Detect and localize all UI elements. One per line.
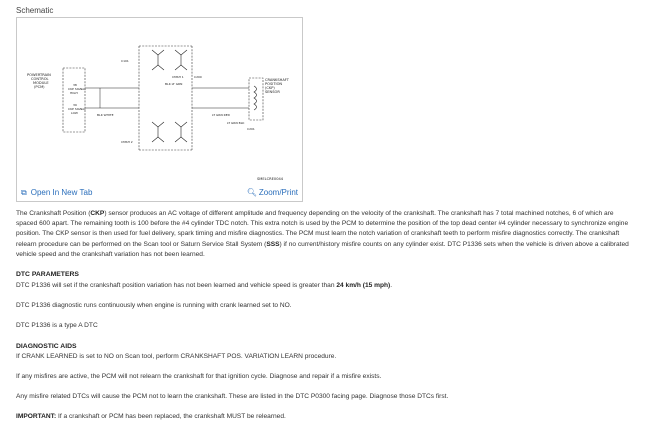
bottom-arrow-group bbox=[152, 122, 187, 142]
dtc-parameter-2: DTC P1336 diagnostic runs continuously when engine is running with crank learned set to NO. bbox=[16, 302, 292, 309]
ckp-label-1: CRANKSHAFT bbox=[265, 78, 290, 82]
description-text-3: ) if no current/history misfire counts on any cylinder exist. DTC P1336 sets when the vehicle is driven above a calibrated vehicle speed and the crankshaft variation has not been learned. bbox=[16, 240, 629, 258]
splice-cmsh-1: CMSH 1 bbox=[172, 75, 184, 79]
description-text-2: ) sensor produces an AC voltage of different amplitude and frequency depending on the velocity of the crankshaft. The crankshaft has 7 total machined notches, 6 of which are spaced 600 apart. The remaining tooth is 100 before the #4 cylinder TDC notch. This extra notch is used by the PCM to determine the position of the top dead center #4 cylinder necessary to synchronize engine position. The CKP sensor is then used for fuel delivery, spark timing and misfire diagnostics. The PCM must learn the notch variation of crankshaft teeth to perform misfire diagnostics correctly. The crankshaft relearn procedure can be performed on the Scan tool or Saturn Service Stall System ( bbox=[16, 210, 629, 248]
dtc-parameter-1 bbox=[16, 282, 636, 289]
splice-cmsh-2: CMSH 2 bbox=[121, 140, 133, 144]
top-arrow-group bbox=[152, 50, 187, 70]
ckp-label-3: (CKP) bbox=[265, 86, 275, 90]
pcm-pin-2: 39 bbox=[73, 103, 77, 107]
ckp-sensor-box bbox=[249, 78, 263, 120]
important-text: If a crankshaft or PCM has been replaced, the crankshaft MUST be relearned. bbox=[56, 413, 286, 420]
diagram-id: SMELCRE0044 bbox=[257, 177, 284, 181]
pcm-label-4: (PCM) bbox=[34, 85, 45, 89]
description-ckp: CKP bbox=[90, 210, 105, 217]
zoom-print-label: Zoom/Print bbox=[258, 188, 298, 197]
pcm-pin-1: 38 bbox=[73, 83, 77, 87]
diagnostic-aids-heading: DIAGNOSTIC AIDS bbox=[16, 343, 77, 350]
dtc-parameter-1-text: DTC P1336 will set if the crankshaft position variation has not been learned and vehicle speed is greater than bbox=[16, 282, 337, 289]
magnifier-icon: 🔍︎ bbox=[246, 187, 257, 197]
important-label: IMPORTANT: bbox=[16, 413, 57, 420]
description-sss: SSS bbox=[266, 240, 280, 248]
ckp-coil-icon bbox=[254, 86, 257, 110]
dtc-parameter-1-speed: 24 km/h (15 mph) bbox=[336, 282, 391, 289]
connector-c101: C101 bbox=[121, 59, 129, 63]
open-new-tab-link[interactable] bbox=[21, 188, 92, 197]
diagnostic-aid-1: If CRANK LEARNED is set to NO on Scan tool, perform CRANKSHAFT POS. VARIATION LEARN procedure. bbox=[16, 353, 337, 360]
external-window-icon: ⧉ bbox=[21, 187, 27, 197]
ckp-label-4: SENSOR bbox=[265, 90, 280, 94]
schematic-panel bbox=[16, 17, 303, 202]
dtc-parameters-heading: DTC PARAMETERS bbox=[16, 271, 79, 278]
pcm-pin-1-extra: HIGH bbox=[70, 91, 78, 95]
pcm-label-3: MODULE bbox=[33, 81, 49, 85]
connector-c200: C200 bbox=[194, 75, 202, 79]
zoom-print-link[interactable] bbox=[247, 188, 298, 197]
pcm-pin-2-name: CKP SIGNAL bbox=[68, 107, 86, 111]
wire-label-3: LT GRN RED bbox=[212, 113, 230, 117]
pcm-pin-1-name: CKP SIGNAL bbox=[68, 87, 86, 91]
pcm-label-1: POWERTRAIN bbox=[27, 73, 51, 77]
section-label: Schematic bbox=[16, 6, 54, 15]
wire-label-1: BLK WHITE bbox=[97, 113, 114, 117]
pcm-box bbox=[63, 68, 85, 132]
dtc-parameter-3: DTC P1336 is a type A DTC bbox=[16, 322, 98, 329]
dtc-parameter-1-end: . bbox=[390, 282, 393, 289]
wire-label-2: BLK LT GRN bbox=[165, 82, 183, 86]
pcm-label-2: CONTROL bbox=[31, 77, 49, 81]
description-text-1: The Crankshaft Position ( bbox=[16, 210, 91, 217]
schematic-links bbox=[17, 185, 302, 201]
open-new-tab-label: Open In New Tab bbox=[30, 188, 93, 197]
important-note bbox=[16, 413, 636, 420]
wire-label-4: LT GRN BLK bbox=[227, 121, 245, 125]
connector-c201: C201 bbox=[247, 127, 255, 131]
description-paragraph bbox=[16, 209, 636, 260]
pcm-pin-2-extra: LOW bbox=[71, 111, 78, 115]
ckp-label-2: POSITION bbox=[265, 82, 283, 86]
schematic-diagram[interactable] bbox=[17, 18, 302, 185]
diagnostic-aid-3: Any misfire related DTCs will cause the PCM not to learn the crankshaft. These are listed in the DTC P0300 facing page. Diagnose those DTCs first. bbox=[16, 393, 449, 400]
diagnostic-aid-2: If any misfires are active, the PCM will not relearn the crankshaft for that ignition cycle. Diagnose and repair if a misfire exists. bbox=[16, 373, 382, 380]
